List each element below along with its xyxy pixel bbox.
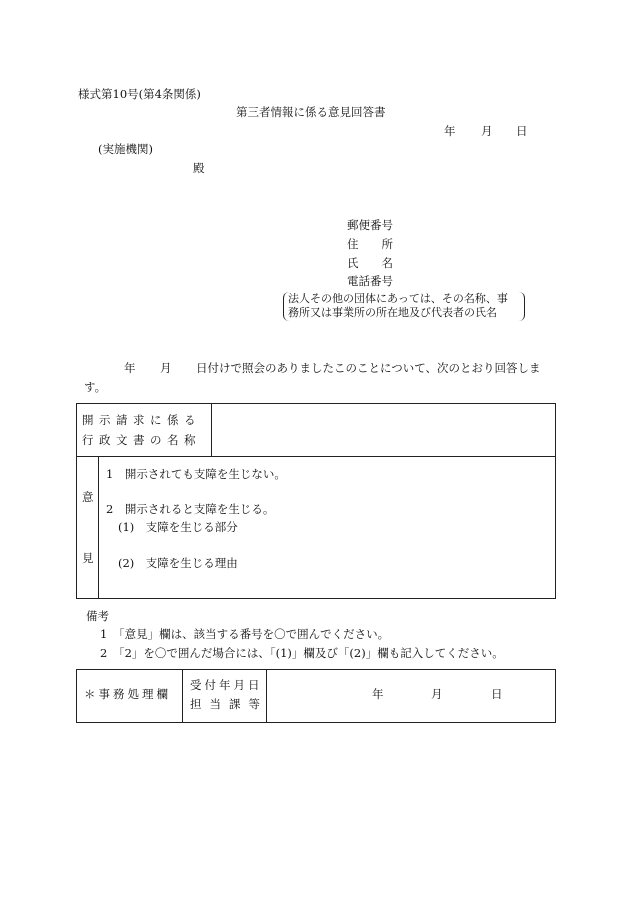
document-name-label-line1: 開示請求に係る [82, 413, 201, 427]
office-month-label: 月 [431, 687, 443, 701]
opinion-sub-item-1: (1) 支障を生じる部分 [118, 520, 238, 534]
office-year-label: 年 [372, 687, 384, 701]
remarks-item-2: 2 「2」を〇で囲んだ場合には、「(1)」欄及び「(2)」欄も記入してください。 [100, 646, 504, 660]
document-name-label-line2: 行政文書の名称 [82, 433, 201, 447]
office-table-divider-1 [182, 669, 183, 723]
opinion-column-divider [98, 456, 99, 599]
address-label: 住 所 [347, 237, 393, 251]
date-month-label: 月 [481, 124, 493, 138]
table-row-divider [76, 456, 556, 457]
opinion-option-2: 2 開示されると支障を生じる。 [106, 502, 275, 516]
postal-code-label: 郵便番号 [347, 218, 393, 232]
date-day-label: 日 [516, 124, 528, 138]
corporate-note-line2: 務所又は事業所の所在地及び代表者の氏名 [288, 306, 497, 319]
opinion-label-bottom: 見 [82, 551, 94, 565]
body-sentence: 日付けで照会のありましたこのことについて、次のとおり回答しま [196, 361, 541, 375]
remarks-item-1: 1 「意見」欄は、該当する番号を〇で囲んでください。 [100, 627, 390, 641]
remarks-heading: 備考 [86, 609, 109, 623]
opinion-label-top: 意 [82, 490, 94, 504]
opinion-option-1: 1 開示されても支障を生じない。 [106, 467, 286, 481]
form-number: 様式第10号(第4条関係) [78, 87, 201, 101]
staff-label: 担当課等 [190, 697, 268, 711]
received-date-label: 受付年月日 [190, 678, 263, 692]
phone-label: 電話番号 [347, 274, 393, 288]
agency-label: (実施機関) [98, 142, 153, 156]
name-label: 氏 名 [347, 256, 393, 270]
opinion-sub-item-2: (2) 支障を生じる理由 [118, 556, 238, 570]
office-table-divider-2 [266, 669, 267, 723]
body-year-label: 年 [124, 361, 136, 375]
corporate-note-line1: 法人その他の団体にあっては、その名称、事 [288, 292, 508, 305]
document-title: 第三者情報に係る意見回答書 [236, 105, 386, 119]
office-day-label: 日 [491, 687, 503, 701]
body-sentence-end: す。 [84, 380, 107, 394]
honorific: 殿 [193, 161, 205, 175]
date-year-label: 年 [444, 124, 456, 138]
office-use-label: ＊事務処理欄 [84, 687, 171, 701]
table-column-divider [211, 403, 212, 456]
body-month-label: 月 [160, 361, 172, 375]
